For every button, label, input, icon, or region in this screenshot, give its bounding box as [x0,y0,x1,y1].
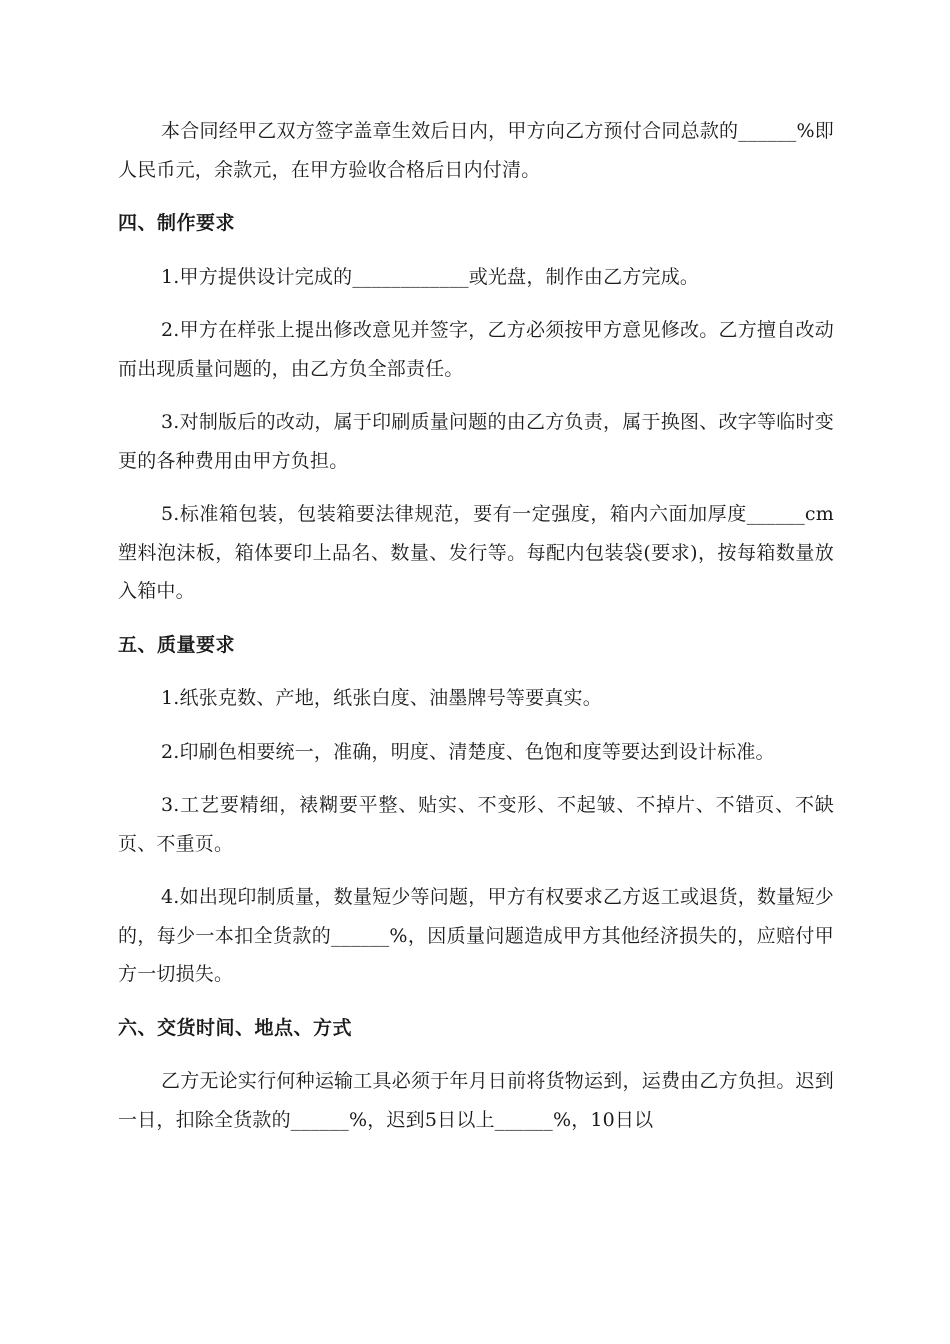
paragraph-production-item-3: 3.对制版后的改动，属于印刷质量问题的由乙方负责，属于换图、改字等临时变更的各种费用由甲方负担。 [118,411,834,472]
paragraph-quality-item-2: 2.印刷色相要统一，准确，明度、清楚度、色饱和度等要达到设计标准。 [161,740,775,763]
document-page [118,112,834,1154]
paragraph-production-item-5: 5.标准箱包装，包装箱要法律规范，要有一定强度，箱内六面加厚度______cm塑料泡沫板，箱体要印上品名、数量、发行等。每配内包装袋(要求)，按每箱数量放入箱中。 [118,503,834,602]
section-heading-production-requirements: 四、制作要求 [118,212,236,234]
section-heading-quality-requirements: 五、质量要求 [118,633,236,656]
paragraph-production-item-2: 2.甲方在样张上提出修改意见并签字，乙方必须按甲方意见修改。乙方擅自改动而出现质量问题的，由乙方负全部责任。 [118,319,834,380]
paragraph-quality-item-4: 4.如出现印制质量，数量短少等问题，甲方有权要求乙方返工或退货，数量短少的，每少一本扣全货款的______%，因质量问题造成甲方其他经济损失的，应赔付甲方一切损失。 [118,886,834,985]
paragraph-delivery-terms: 乙方无论实行何种运输工具必须于年月日前将货物运到，运费由乙方负担。迟到一日，扣除全货款的______%，迟到5日以上______%，10日以 [118,1070,834,1131]
section-heading-delivery: 六、交货时间、地点、方式 [118,1016,353,1039]
paragraph-production-item-1: 1.甲方提供设计完成的____________或光盘，制作由乙方完成。 [161,265,700,288]
paragraph-quality-item-1: 1.纸张克数、产地，纸张白度、油墨牌号等要真实。 [161,687,602,709]
paragraph-quality-item-3: 3.工艺要精细，裱糊要平整、贴实、不变形、不起皱、不掉片、不错页、不缺页、不重页。 [118,794,834,855]
paragraph-payment-terms: 本合同经甲乙双方签字盖章生效后日内，甲方向乙方预付合同总款的______%即人民币元，余款元，在甲方验收合格后日内付清。 [118,120,834,181]
